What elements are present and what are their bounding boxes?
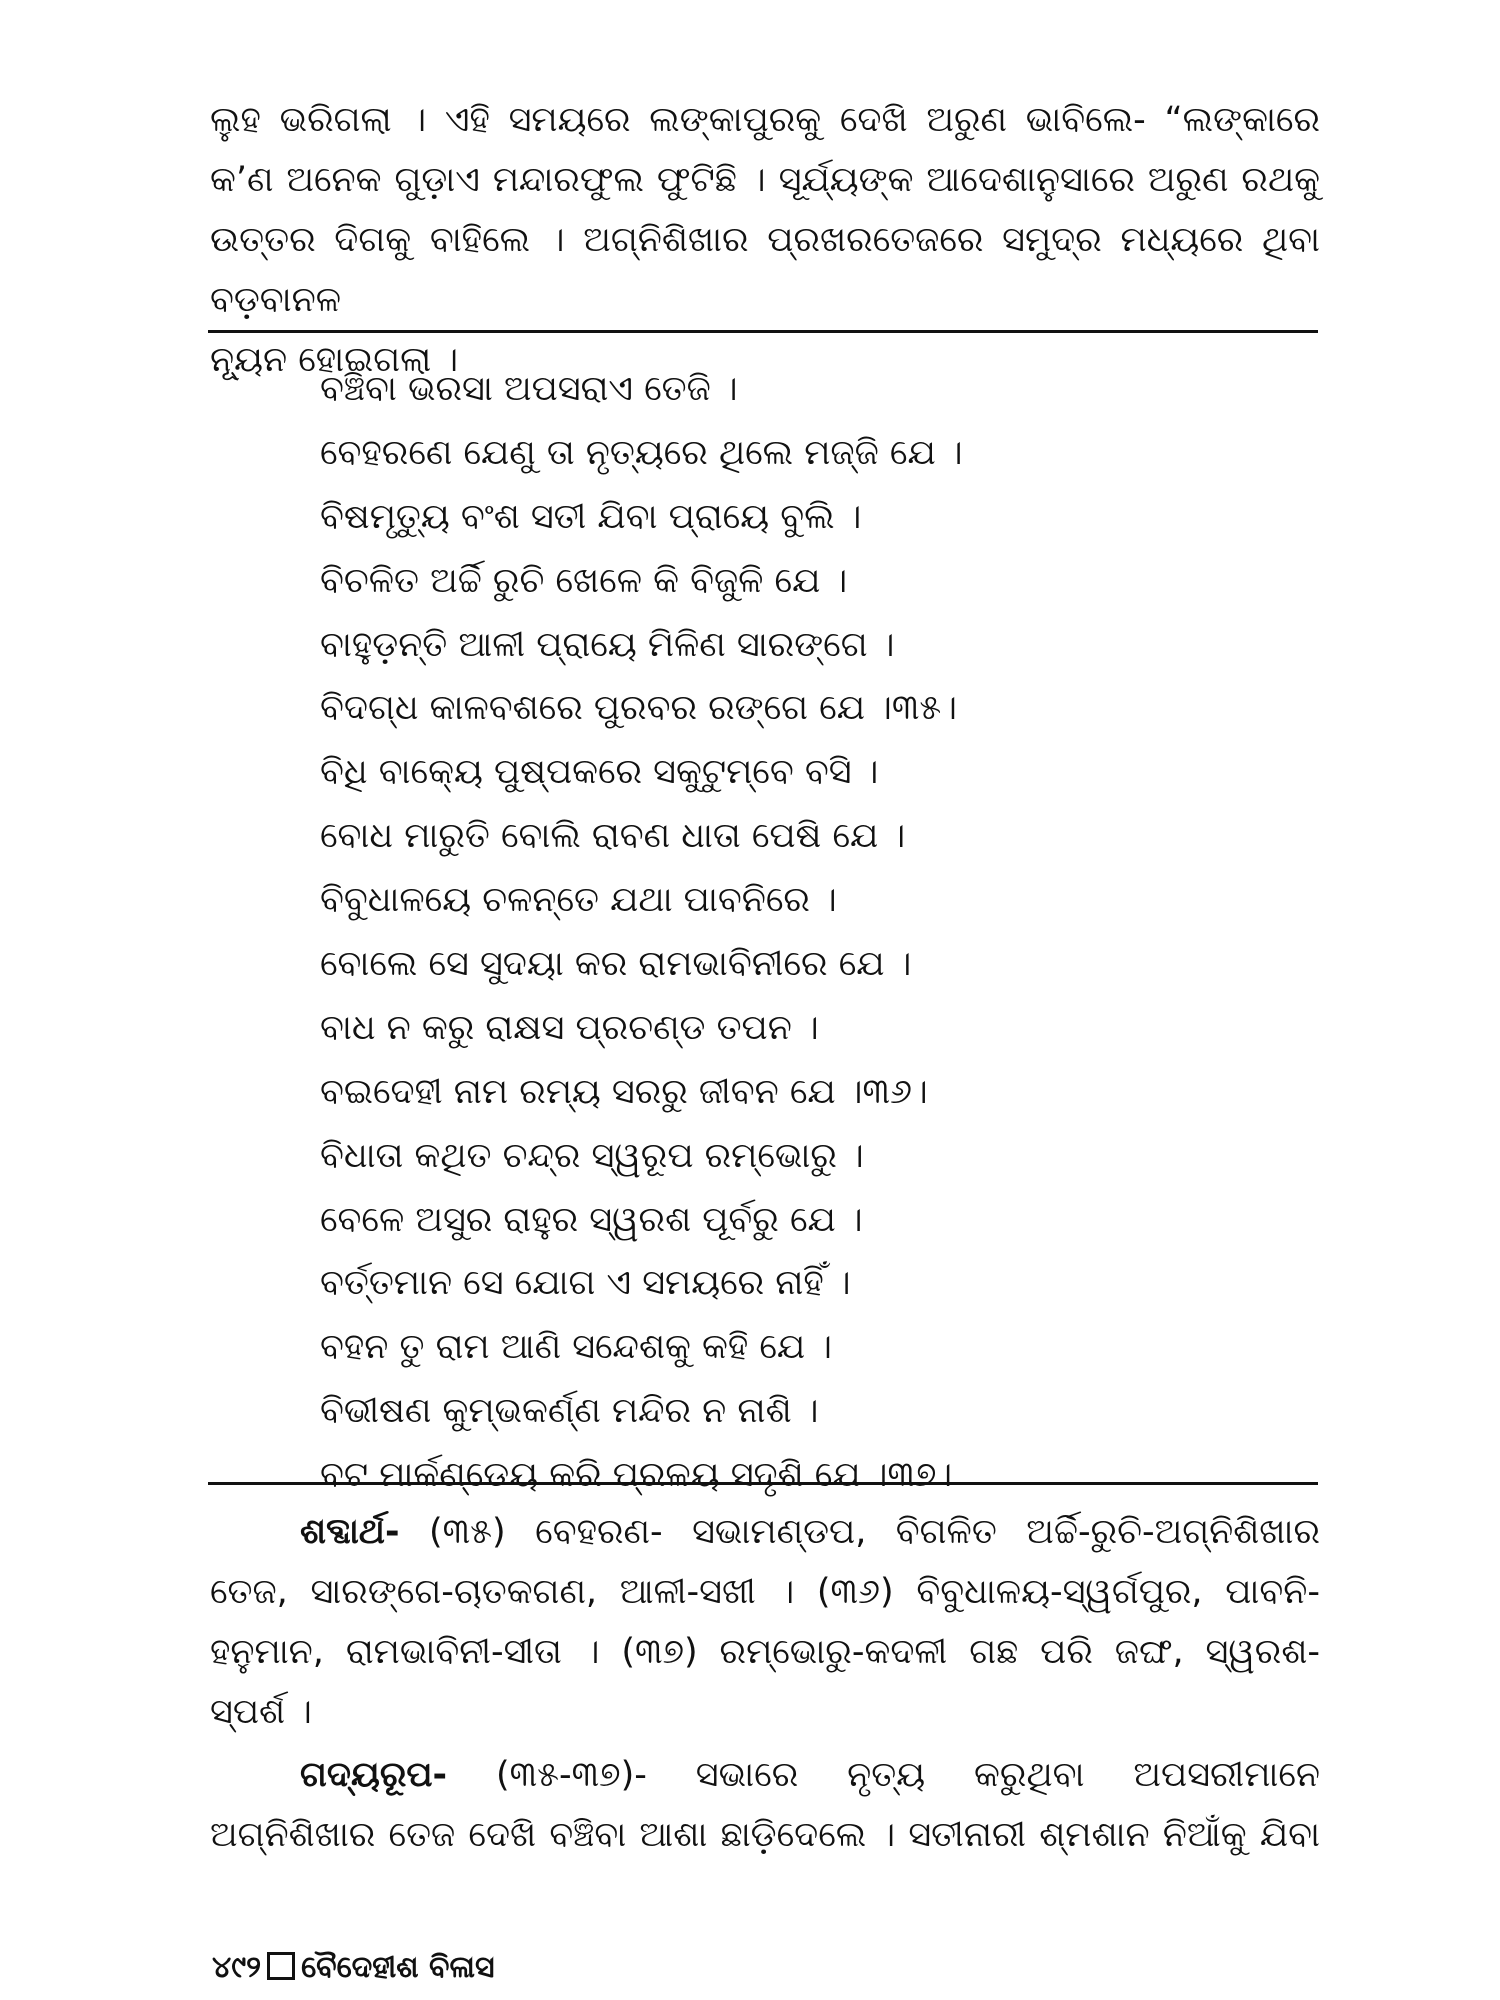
bottom-divider [208, 1482, 1318, 1485]
prose-rendering-label: ଗଦ୍ୟରୂପ- [300, 1755, 448, 1795]
page-number: ୪୯୨ [212, 1950, 262, 1985]
intro-line: ନ୍ୟୂନ ହୋଇଗଲା । [210, 340, 459, 380]
verse-block [320, 358, 1280, 1508]
verse-line: ବିଧାତା କଥିତ ଚନ୍ଦ୍ର ସ୍ୱରୂପ ରମ୍ଭୋରୁ । [320, 1135, 864, 1176]
verse-line: ବଇଦେହୀ ନାମ ରମ୍ୟ ସରରୁ ଜୀବନ ଯେ ।୩୬। [320, 1071, 928, 1112]
verse-line: ବିଷମୃତ୍ୟୁ ବଂଶ ସତୀ ଯିବା ପ୍ରାୟେ ବୁଲି । [320, 496, 862, 537]
intro-line: କ’ଣ ଅନେକ ଗୁଡ଼ାଏ ମନ୍ଦାରଫୁଲ ଫୁଟିଛି । ସୂର୍ଯ୍ୟଙ୍କ ଆଦେଶାନୁସାରେ ଅରୁଣ ରଥକୁ [210, 160, 1320, 200]
top-divider [208, 330, 1318, 333]
verse-line: ବୋଲେ ସେ ସୁଦୟା କର ରାମଭାବିନୀରେ ଯେ । [320, 944, 912, 985]
verse-line: ବଞ୍ଚିବା ଭରସା ଅପସରାଏ ତେଜି । [320, 369, 738, 409]
verse-line: ବହନ ତୁ ରାମ ଆଣି ସନ୍ଦେଶକୁ କହି ଯେ । [320, 1327, 833, 1368]
square-bullet-icon [267, 1952, 295, 1980]
verse-line: ବେଳେ ଅସୁର ରାହୁର ସ୍ୱରଶ ପୂର୍ବରୁ ଯେ । [320, 1199, 863, 1240]
verse-line: ବାଧ ନ କରୁ ରାକ୍ଷସ ପ୍ରଚଣ୍ଡ ତପନ । [320, 1007, 819, 1048]
page-footer [212, 1948, 495, 1988]
verse-line: ବିଦଗ୍ଧ କାଳବଶରେ ପୁରବର ରଙ୍ଗେ ଯେ ।୩୫। [320, 688, 957, 729]
prose-rendering-line [210, 1745, 1320, 1805]
verse-line: ବଟ ମାର୍କଣ୍ଡେୟ କରି ପ୍ରଳୟ ସଦୃଶି ଯେ ।୩୭। [320, 1455, 953, 1496]
glossary-line: ସ୍ପର୍ଶ । [210, 1692, 312, 1732]
glossary-line: ହନୁମାନ, ରାମଭାବିନୀ-ସୀତା । (୩୭) ରମ୍ଭୋରୁ-କଦଳୀ ଗଛ ପରି ଜଙ୍ଘ, ସ୍ୱରଶ- [210, 1632, 1320, 1672]
verse-line: ବୋଧ ମାରୁତି ବୋଲି ରାବଣ ଧାତା ପେଷି ଯେ । [320, 816, 906, 857]
verse-line: ବେହରଣେ ଯେଣୁ ତା ନୃତ୍ୟରେ ଥିଲେ ମଜ୍ଜି ଯେ । [320, 432, 963, 473]
intro-paragraph [210, 90, 1320, 390]
verse-line: ବିବୁଧାଳୟେ ଚଳନ୍ତେ ଯଥା ପାବନିରେ । [320, 880, 837, 921]
verse-line: ବର୍ତ୍ତମାନ ସେ ଯୋଗ ଏ ସମୟରେ ନାହିଁ । [320, 1263, 851, 1304]
verse-line: ବିଚଳିତ ଅର୍ଚ୍ଚି ରୁଚି ଖେଳେ କି ବିଜୁଳି ଯେ । [320, 560, 848, 601]
glossary-text: (୩୫) ବେହରଣ- ସଭାମଣ୍ଡପ, ବିଗଳିତ ଅର୍ଚ୍ଚି-ରୁଚି-ଅଗ୍ନିଶିଖାର [399, 1512, 1320, 1552]
glossary-line: ତେଜ, ସାରଙ୍ଗେ-ଚାତକଗଣ, ଆଳୀ-ସଖୀ । (୩୬) ବିବୁଧାଳୟ-ସ୍ୱର୍ଗପୁର, ପାବନି- [210, 1572, 1320, 1612]
intro-line: ଲୁହ ଭରିଗଲା । ଏହି ସମୟରେ ଲଙ୍କାପୁରକୁ ଦେଖି ଅରୁଣ ଭାବିଲେ- “ଲଙ୍କାରେ [210, 100, 1320, 140]
glossary-label: ଶବ୍ଦାର୍ଥ- [300, 1512, 400, 1552]
glossary-line [210, 1502, 1320, 1562]
glossary-section [210, 1502, 1320, 1742]
verse-line: ବାହୁଡ଼ନ୍ତି ଆଳୀ ପ୍ରାୟେ ମିଳିଣ ସାରଙ୍ଗେ । [320, 624, 895, 665]
verse-line: ବିଭୀଷଣ କୁମ୍ଭକର୍ଣ୍ଣ ମନ୍ଦିର ନ ନାଶି । [320, 1391, 819, 1432]
prose-rendering-section [210, 1745, 1320, 1865]
book-title: ବୈଦେହୀଶ ବିଳାସ [301, 1950, 495, 1985]
prose-rendering-text: (୩୫-୩୭)- ସଭାରେ ନୃତ୍ୟ କରୁଥିବା ଅପସରୀମାନେ [447, 1755, 1320, 1795]
intro-line: ଉତ୍ତର ଦିଗକୁ ବାହିଲେ । ଅଗ୍ନିଶିଖାର ପ୍ରଖରତେଜରେ ସମୁଦ୍ର ମଧ୍ୟରେ ଥିବା ବଡ଼ବାନଳ [210, 220, 1320, 320]
prose-rendering-line: ଅଗ୍ନିଶିଖାର ତେଜ ଦେଖି ବଞ୍ଚିବା ଆଶା ଛାଡ଼ିଦେଲେ । ସତୀନାରୀ ଶ୍ମଶାନ ନିଆଁକୁ ଯିବା [210, 1815, 1320, 1855]
verse-line: ବିଧି ବାକ୍ୟେ ପୁଷ୍ପକରେ ସକୁଟୁମ୍ବେ ବସି । [320, 752, 879, 793]
